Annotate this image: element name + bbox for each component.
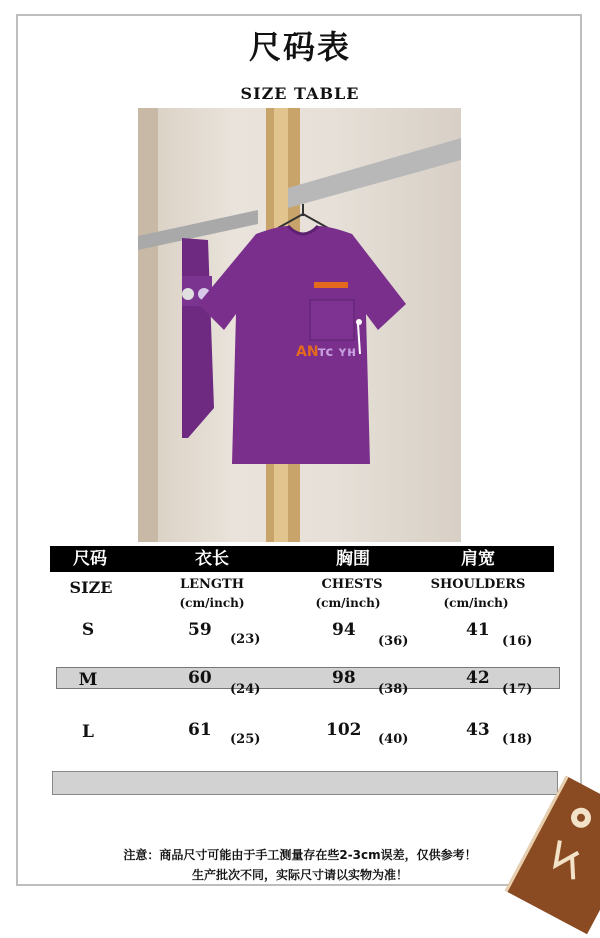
length-inch: (24) xyxy=(230,682,261,697)
chest-inch: (40) xyxy=(378,732,409,747)
length-value: 60 xyxy=(188,668,212,688)
length-value: 61 xyxy=(188,720,212,740)
unit-length: (cm/inch) xyxy=(179,596,245,610)
svg-text:AN: AN xyxy=(296,344,319,360)
product-photo xyxy=(138,108,461,542)
shoulder-inch: (17) xyxy=(502,682,533,697)
note-line-1: 注意：商品尺寸可能由于手工测量存在些2-3cm误差，仅供参考！ xyxy=(123,848,477,862)
table-empty-row xyxy=(52,771,558,795)
shoulder-value: 41 xyxy=(466,620,490,640)
header-length-en: LENGTH xyxy=(180,577,244,592)
header-chest-cn: 胸围 xyxy=(336,549,370,569)
unit-chest: (cm/inch) xyxy=(315,596,381,610)
header-shoulder-en: SHOULDERS xyxy=(430,577,526,592)
chest-value: 102 xyxy=(326,720,362,740)
header-size-en: SIZE xyxy=(69,578,113,597)
header-chest-en: CHESTS xyxy=(321,577,383,592)
shoulder-inch: (18) xyxy=(502,732,533,747)
header-length-cn: 衣长 xyxy=(195,549,229,569)
chest-inch: (36) xyxy=(378,634,409,649)
chest-value: 98 xyxy=(332,668,356,688)
tshirt-photo-illustration xyxy=(138,108,461,542)
chest-value: 94 xyxy=(332,620,356,640)
size-s: S xyxy=(81,620,95,640)
length-inch: (25) xyxy=(230,732,261,747)
note-line-2: 生产批次不同，实际尺寸请以实物为准！ xyxy=(191,868,408,882)
header-shoulder-cn: 肩宽 xyxy=(461,549,495,569)
page-title-en: SIZE TABLE xyxy=(240,84,360,103)
header-size-cn: 尺码 xyxy=(73,549,107,569)
length-value: 59 xyxy=(188,620,212,640)
size-m: M xyxy=(78,670,98,690)
svg-text:ᴛᴄ ʏʜ: ᴛᴄ ʏʜ xyxy=(318,345,357,360)
shoulder-value: 43 xyxy=(466,720,490,740)
chest-inch: (38) xyxy=(378,682,409,697)
shoulder-inch: (16) xyxy=(502,634,533,649)
length-inch: (23) xyxy=(230,632,261,647)
shoulder-value: 42 xyxy=(466,668,490,688)
unit-shoulder: (cm/inch) xyxy=(443,596,509,610)
size-l: L xyxy=(82,722,94,742)
page-title-cn: 尺码表 xyxy=(248,28,351,66)
